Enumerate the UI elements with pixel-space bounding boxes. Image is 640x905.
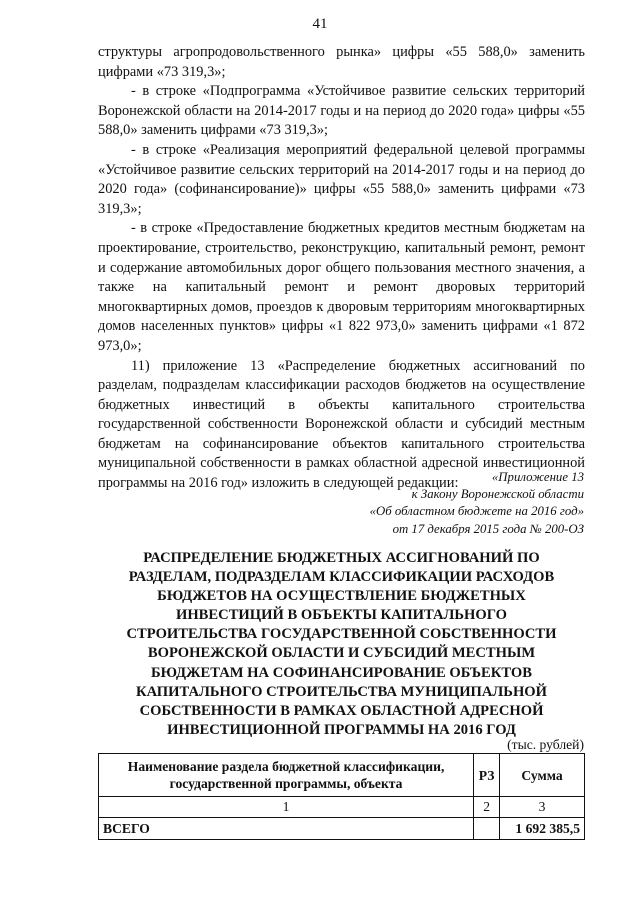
total-rz: [474, 818, 500, 840]
column-number: 1: [99, 797, 474, 818]
table-total-row: [99, 818, 585, 840]
title-line: ИНВЕСТИЦИЙ В ОБЪЕКТЫ КАПИТАЛЬНОГО: [175, 607, 508, 624]
title-line: КАПИТАЛЬНОГО СТРОИТЕЛЬСТВА МУНИЦИПАЛЬНОЙ: [135, 683, 548, 700]
paragraph: - в строке «Подпрограмма «Устойчивое развитие сельских территорий Воронежской области на 2014-2017 годы и на период до 2020 года» цифры «55 588,0» заменить цифрами «73 319,3»;: [98, 83, 585, 139]
appendix-note: [370, 469, 584, 538]
title-line: СТРОИТЕЛЬСТВА ГОСУДАРСТВЕННОЙ СОБСТВЕННОСТИ: [126, 626, 557, 643]
body-text: [98, 43, 585, 494]
header-name-line: государственной программы, объекта: [169, 776, 403, 791]
page-number: 41: [312, 16, 328, 32]
title-line: ВОРОНЕЖСКОЙ ОБЛАСТИ И СУБСИДИЙ МЕСТНЫМ: [147, 645, 536, 662]
total-label: ВСЕГО: [99, 818, 474, 840]
title-line: РАЗДЕЛАМ, ПОДРАЗДЕЛАМ КЛАССИФИКАЦИИ РАСХОДОВ: [128, 569, 555, 586]
table-numbering-row: [99, 797, 585, 818]
appendix-note-line: «Приложение 13: [491, 470, 584, 484]
column-number: 3: [500, 797, 585, 818]
title-line: БЮДЖЕТАМ НА СОФИНАНСИРОВАНИЕ ОБЪЕКТОВ: [151, 664, 532, 681]
appendix-note-line: к Закону Воронежской области: [411, 487, 584, 502]
title-line: СОБСТВЕННОСТИ В РАМКАХ ОБЛАСТНОЙ АДРЕСНОЙ: [139, 702, 544, 719]
title-line: ИНВЕСТИЦИОННОЙ ПРОГРАММЫ НА 2016 ГОД: [167, 721, 516, 738]
header-sum: Сумма: [500, 754, 585, 797]
column-number: 2: [474, 797, 500, 818]
appendix-note-line: от 17 декабря 2015 года № 200-ОЗ: [392, 521, 584, 536]
paragraph: - в строке «Предоставление бюджетных кредитов местным бюджетам на проектирование, строительство, реконструкцию, капитальный ремонт, ремонт и содержание автомобильных дорог общего пользования местного значения, а также на капитальный ремонт и ремонт дворовых территорий многоквартирных домов, проездов к дворовым территориям многоквартирных домов населенных пунктов» цифры «1 822 973,0» заменить цифрами «1 872 973,0»;: [98, 220, 585, 354]
paragraph: - в строке «Реализация мероприятий федеральной целевой программы «Устойчивое развитие сельских территорий на 2014-2017 годы и на период до 2020 года» (софинансирование)» цифры «55 588,0» заменить цифрами «73 319,3»;: [98, 141, 585, 217]
title-line: РАСПРЕДЕЛЕНИЕ БЮДЖЕТНЫХ АССИГНОВАНИЙ ПО: [143, 550, 540, 566]
paragraph: структуры агропродовольственного рынка» цифры «55 588,0» заменить цифрами «73 319,3»;: [98, 44, 585, 80]
table-header-row: [99, 754, 585, 797]
title-line: БЮДЖЕТОВ НА ОСУЩЕСТВЛЕНИЕ БЮДЖЕТНЫХ: [157, 588, 526, 605]
total-value: 1 692 385,5: [500, 818, 585, 840]
appendix-note-line: «Об областном бюджете на 2016 год»: [369, 504, 584, 519]
header-rz: РЗ: [474, 754, 500, 797]
budget-table: [98, 753, 585, 840]
header-name-line: Наименование раздела бюджетной классификации,: [127, 759, 445, 774]
paragraph: 11) приложение 13 «Распределение бюджетных ассигнований по разделам, подразделам классификации расходов бюджетов на осуществление бюджетных инвестиций в объекты капитального строительства государственной собственности Воронежской области и субсидий местным бюджетам на софинансирование объектов капитального строительства муниципальной собственности в рамках областной адресной инвестиционной программы на 2016 год» изложить в следующей редакции:: [98, 357, 585, 492]
header-name: [99, 754, 474, 797]
units-label: (тыс. рублей): [507, 737, 584, 752]
document-title: [98, 549, 585, 740]
